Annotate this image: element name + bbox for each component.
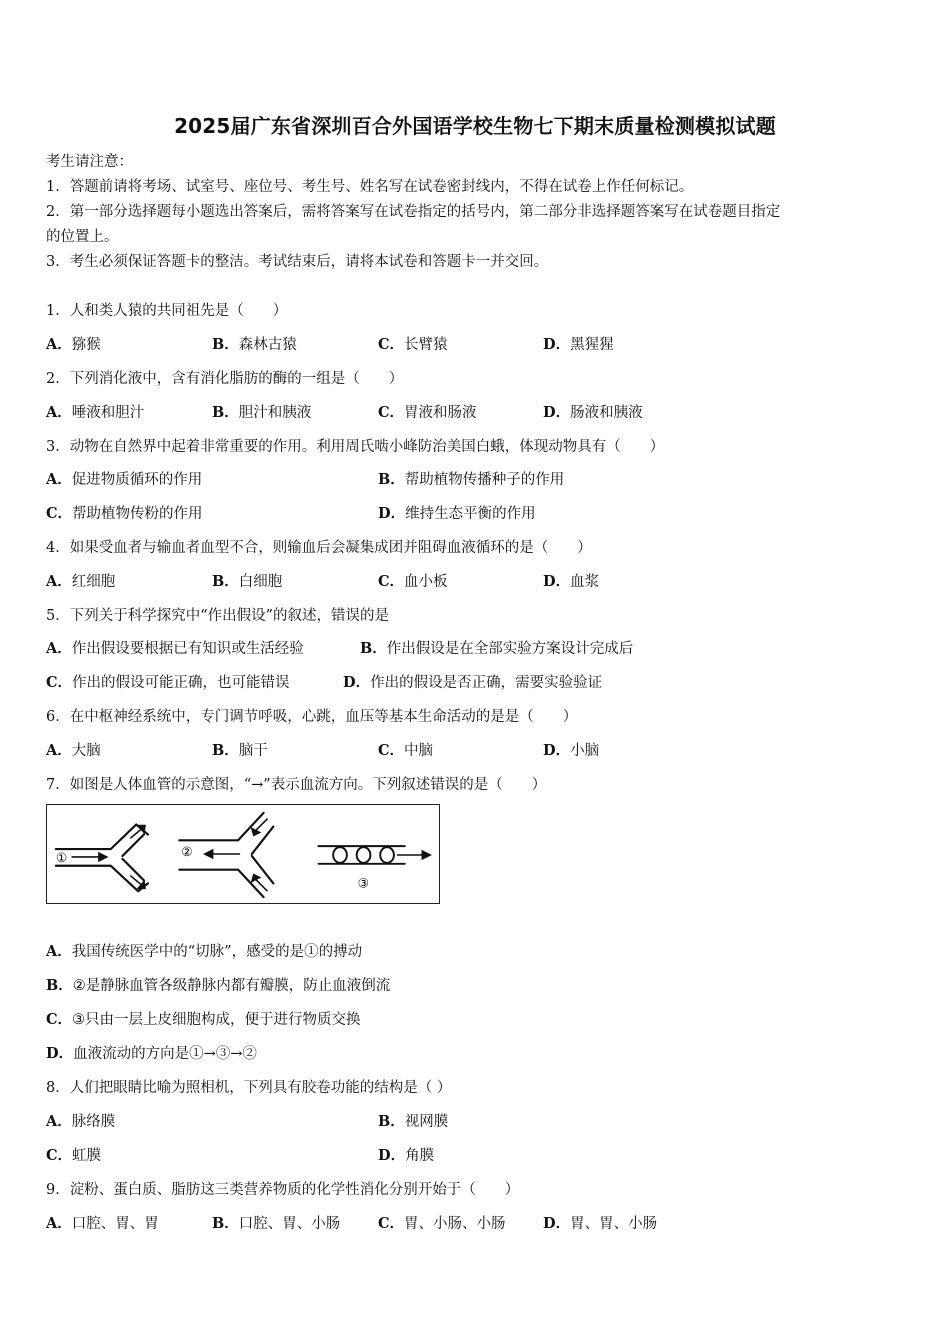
q9-option-b[interactable]: B．口腔、胃、小肠 <box>212 1215 341 1232</box>
q1-option-a[interactable]: A．猕猴 <box>46 336 101 353</box>
blood-vessel-figure <box>47 805 439 903</box>
q8-option-c[interactable]: C．虹膜 <box>46 1147 102 1164</box>
q8-option-a[interactable]: A．脉络膜 <box>46 1113 116 1130</box>
q2-option-b[interactable]: B．胆汁和胰液 <box>212 404 312 421</box>
figure-label-3: ③ <box>357 876 370 892</box>
question-5-stem: 5．下列关于科学探究中“作出假设”的叙述，错误的是 <box>46 608 390 624</box>
vessel-2-lower-wall <box>179 870 263 897</box>
q2-option-c[interactable]: C．胃液和肠液 <box>378 404 477 421</box>
q4-option-b[interactable]: B．白细胞 <box>212 573 283 590</box>
notice-item-2: 2．第一部分选择题每小题选出答案后，需将答案写在试卷指定的括号内，第二部分非选择题答案写在试卷题目指定 <box>46 204 781 220</box>
vessel-3-cell-2 <box>357 847 371 863</box>
vessel-2-flow-arrow <box>205 850 213 858</box>
q6-option-b[interactable]: B．脑干 <box>212 742 268 759</box>
figure-label-2: ② <box>181 844 193 860</box>
q4-option-c[interactable]: C．血小板 <box>378 573 448 590</box>
question-8-stem: 8．人们把眼睛比喻为照相机，下列具有胶卷功能的结构是（ ） <box>46 1080 452 1096</box>
q4-option-a[interactable]: A．红细胞 <box>46 573 116 590</box>
q1-option-d[interactable]: D．黑猩猩 <box>543 336 614 353</box>
q7-option-c[interactable]: C．③只由一层上皮细胞构成，便于进行物质交换 <box>46 1011 361 1028</box>
q7-option-a[interactable]: A．我国传统医学中的“切脉”，感受的是①的搏动 <box>46 943 363 960</box>
q5-option-a[interactable]: A．作出假设要根据已有知识或生活经验 <box>46 640 304 657</box>
q3-option-b[interactable]: B．帮助植物传播种子的作用 <box>378 471 565 488</box>
question-2-stem: 2．下列消化液中，含有消化脂肪的酶的一组是（ ） <box>46 371 404 387</box>
q3-option-d[interactable]: D．维持生态平衡的作用 <box>378 505 536 522</box>
notice-item-3: 3．考生必须保证答题卡的整洁。考试结束后，请将本试卷和答题卡一并交回。 <box>46 254 549 270</box>
q8-option-b[interactable]: B．视网膜 <box>378 1113 449 1130</box>
q6-option-d[interactable]: D．小脑 <box>543 742 600 759</box>
q5-option-c[interactable]: C．作出的假设可能正确，也可能错误 <box>46 674 290 691</box>
q9-option-a[interactable]: A．口腔、胃、胃 <box>46 1215 159 1232</box>
q5-option-b[interactable]: B．作出假设是在全部实验方案设计完成后 <box>360 640 634 657</box>
notice-heading: 考生请注意： <box>46 154 133 170</box>
vessel-1-inner-upper <box>122 834 144 856</box>
vessel-2-upper-wall <box>179 813 263 840</box>
question-4-stem: 4．如果受血者与输血者血型不合，则输血后会凝集成团并阻碍血液循环的是（ ） <box>46 540 592 556</box>
question-3-stem: 3．动物在自然界中起着非常重要的作用。利用周氏啮小峰防治美国白蛾，体现动物具有（ ） <box>46 439 665 455</box>
vessel-3-cell-3 <box>380 847 394 863</box>
question-9-stem: 9．淀粉、蛋白质、脂肪这三类营养物质的化学性消化分别开始于（ ） <box>46 1182 520 1198</box>
blood-vessel-diagram <box>46 804 440 904</box>
q4-option-d[interactable]: D．血浆 <box>543 573 600 590</box>
q7-option-b[interactable]: B．②是静脉血管各级静脉内都有瓣膜，防止血液倒流 <box>46 977 391 994</box>
q3-option-a[interactable]: A．促进物质循环的作用 <box>46 471 203 488</box>
question-1-stem: 1．人和类人猿的共同祖先是（ ） <box>46 303 288 319</box>
page-title: 2025届广东省深圳百合外国语学校生物七下期末质量检测模拟试题 <box>174 114 776 138</box>
q3-option-c[interactable]: C．帮助植物传粉的作用 <box>46 505 203 522</box>
q6-option-a[interactable]: A．大脑 <box>46 742 101 759</box>
question-6-stem: 6．在中枢神经系统中，专门调节呼吸，心跳，血压等基本生命活动的是是（ ） <box>46 709 578 725</box>
q8-option-d[interactable]: D．角膜 <box>378 1147 435 1164</box>
figure-label-1: ① <box>55 850 68 866</box>
q7-option-d[interactable]: D．血液流动的方向是①→③→② <box>46 1045 257 1062</box>
vessel-1-flow-arrow <box>99 853 107 861</box>
notice-item-2-cont: 的位置上。 <box>46 229 119 245</box>
q2-option-d[interactable]: D．肠液和胰液 <box>543 404 643 421</box>
notice-item-1: 1．答题前请将考场、试室号、座位号、考生号、姓名写在试卷密封线内，不得在试卷上作任何标记。 <box>46 179 694 195</box>
vessel-3-cell-1 <box>333 847 347 863</box>
q1-option-b[interactable]: B．森林古猿 <box>212 336 297 353</box>
q9-option-d[interactable]: D．胃、胃、小肠 <box>543 1215 658 1232</box>
q1-option-c[interactable]: C．长臂猿 <box>378 336 448 353</box>
q9-option-c[interactable]: C．胃、小肠、小肠 <box>378 1215 506 1232</box>
q5-option-d[interactable]: D．作出的假设是否正确，需要实验验证 <box>343 674 603 691</box>
vessel-3-flow-arrow <box>422 851 430 859</box>
q2-option-a[interactable]: A．唾液和胆汁 <box>46 404 145 421</box>
question-7-stem: 7．如图是人体血管的示意图，“→”表示血流方向。下列叙述错误的是（ ） <box>46 777 547 793</box>
q6-option-c[interactable]: C．中脑 <box>378 742 434 759</box>
